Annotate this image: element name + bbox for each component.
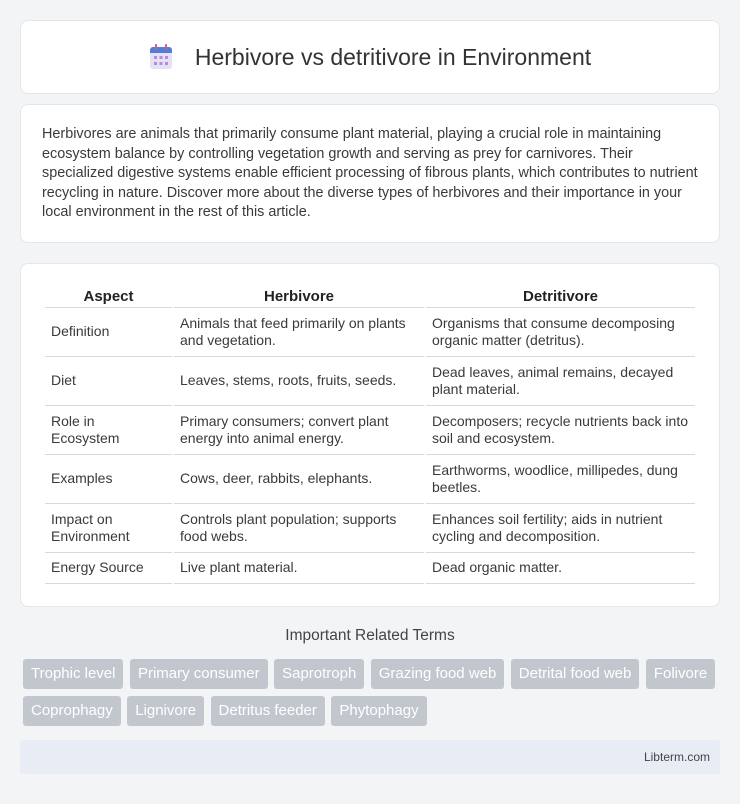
term-tag[interactable]: Detrital food web <box>511 659 640 689</box>
header-herbivore: Herbivore <box>174 284 424 308</box>
row-aspect: Diet <box>45 357 172 406</box>
row-detritivore: Organisms that consume decomposing organic matter (detritus). <box>426 308 695 357</box>
term-tag[interactable]: Grazing food web <box>371 659 505 689</box>
row-herbivore: Live plant material. <box>174 553 424 584</box>
row-detritivore: Dead organic matter. <box>426 553 695 584</box>
header-detritivore: Detritivore <box>426 284 695 308</box>
table-row <box>45 455 695 504</box>
row-herbivore: Cows, deer, rabbits, elephants. <box>174 455 424 504</box>
term-tag[interactable]: Saprotroph <box>274 659 364 689</box>
row-herbivore: Controls plant population; supports food webs. <box>174 504 424 553</box>
footer <box>20 740 720 774</box>
table-row <box>45 357 695 406</box>
row-detritivore: Earthworms, woodlice, millipedes, dung beetles. <box>426 455 695 504</box>
footer-brand-link[interactable]: Libterm.com <box>643 750 710 764</box>
term-tag[interactable]: Phytophagy <box>331 696 426 726</box>
table-row <box>45 406 695 455</box>
row-aspect: Impact on Environment <box>45 504 172 553</box>
comparison-card <box>20 263 720 607</box>
row-aspect: Energy Source <box>45 553 172 584</box>
row-aspect: Definition <box>45 308 172 357</box>
related-terms-heading: Important Related Terms <box>285 627 455 644</box>
row-aspect: Examples <box>45 455 172 504</box>
table-row <box>45 504 695 553</box>
term-tag[interactable]: Coprophagy <box>23 696 121 726</box>
table-row <box>45 308 695 357</box>
page-title: Herbivore vs detritivore in Environment <box>194 43 592 70</box>
intro-card <box>20 104 720 243</box>
term-tag[interactable]: Folivore <box>646 659 715 689</box>
row-detritivore: Enhances soil fertility; aids in nutrient cycling and decomposition. <box>426 504 695 553</box>
row-herbivore: Primary consumers; convert plant energy into animal energy. <box>174 406 424 455</box>
term-tag[interactable]: Lignivore <box>127 696 204 726</box>
header-aspect: Aspect <box>45 284 172 308</box>
row-herbivore: Animals that feed primarily on plants and vegetation. <box>174 308 424 357</box>
related-terms-list <box>23 659 723 733</box>
title-card <box>20 20 720 94</box>
comparison-table <box>43 284 697 584</box>
intro-paragraph: Herbivores are animals that primarily consume plant material, playing a crucial role in maintaining ecosystem balance by controlling vegetation growth and serving as prey for carnivores. Their specialized digestive systems enable efficient processing of fibrous plants, which contributes to nutrient recycling in nature. Discover more about the diverse types of herbivores and their importance in your local environment in the rest of this article. <box>42 126 698 221</box>
row-detritivore: Dead leaves, animal remains, decayed plant material. <box>426 357 695 406</box>
table-header-row <box>45 284 695 308</box>
term-tag[interactable]: Trophic level <box>23 659 123 689</box>
row-detritivore: Decomposers; recycle nutrients back into soil and ecosystem. <box>426 406 695 455</box>
term-tag[interactable]: Detritus feeder <box>211 696 325 726</box>
table-row <box>45 553 695 584</box>
calendar-icon <box>149 44 173 70</box>
row-herbivore: Leaves, stems, roots, fruits, seeds. <box>174 357 424 406</box>
row-aspect: Role in Ecosystem <box>45 406 172 455</box>
term-tag[interactable]: Primary consumer <box>130 659 268 689</box>
